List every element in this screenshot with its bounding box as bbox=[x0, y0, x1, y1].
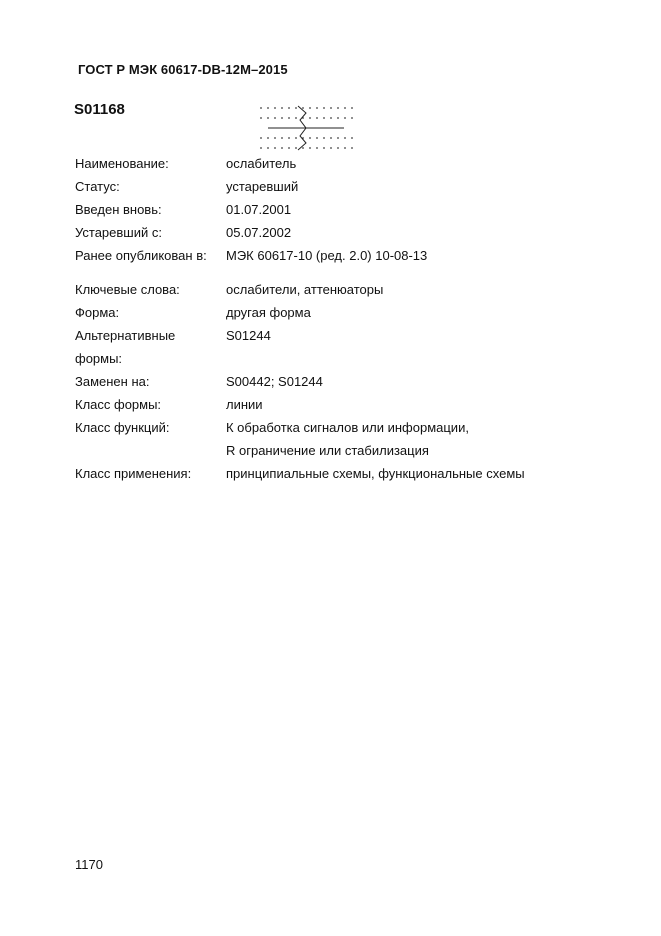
attenuator-symbol-icon bbox=[254, 100, 364, 152]
field-value: ослабитель bbox=[226, 156, 297, 171]
field-value: S00442; S01244 bbox=[226, 374, 323, 389]
field-label: Форма: bbox=[75, 305, 120, 320]
field-label: Класс формы: bbox=[75, 397, 162, 412]
field-value: ослабители, аттенюаторы bbox=[226, 282, 384, 297]
field-label: Устаревший с: bbox=[75, 225, 162, 240]
field-value: 01.07.2001 bbox=[226, 202, 292, 217]
page-number: 1170 bbox=[75, 857, 103, 872]
field-label: Статус: bbox=[75, 179, 120, 194]
field-label: Альтернативные bbox=[75, 328, 176, 343]
field-label: Заменен на: bbox=[75, 374, 150, 389]
field-value: S01244 bbox=[226, 328, 271, 343]
field-value: МЭК 60617-10 (ред. 2.0) 10-08-13 bbox=[226, 248, 428, 263]
field-value: линии bbox=[226, 397, 263, 412]
field-value: принципиальные схемы, функциональные схемы bbox=[226, 466, 525, 481]
field-label: Ранее опубликован в: bbox=[75, 248, 207, 263]
standard-header: ГОСТ Р МЭК 60617-DB-12М–2015 bbox=[78, 62, 288, 77]
field-label: Класс функций: bbox=[75, 420, 170, 435]
field-label: Введен вновь: bbox=[75, 202, 162, 217]
field-label: Класс применения: bbox=[75, 466, 192, 481]
field-label: Ключевые слова: bbox=[75, 282, 180, 297]
symbol-code: S01168 bbox=[74, 101, 125, 118]
field-value: 05.07.2002 bbox=[226, 225, 292, 240]
field-value: К обработка сигналов или информации, bbox=[226, 420, 469, 435]
field-value: другая форма bbox=[226, 305, 311, 320]
field-label: Наименование: bbox=[75, 156, 169, 171]
field-value: R ограничение или стабилизация bbox=[226, 443, 429, 458]
field-value: устаревший bbox=[226, 179, 299, 194]
field-label: формы: bbox=[75, 351, 123, 366]
